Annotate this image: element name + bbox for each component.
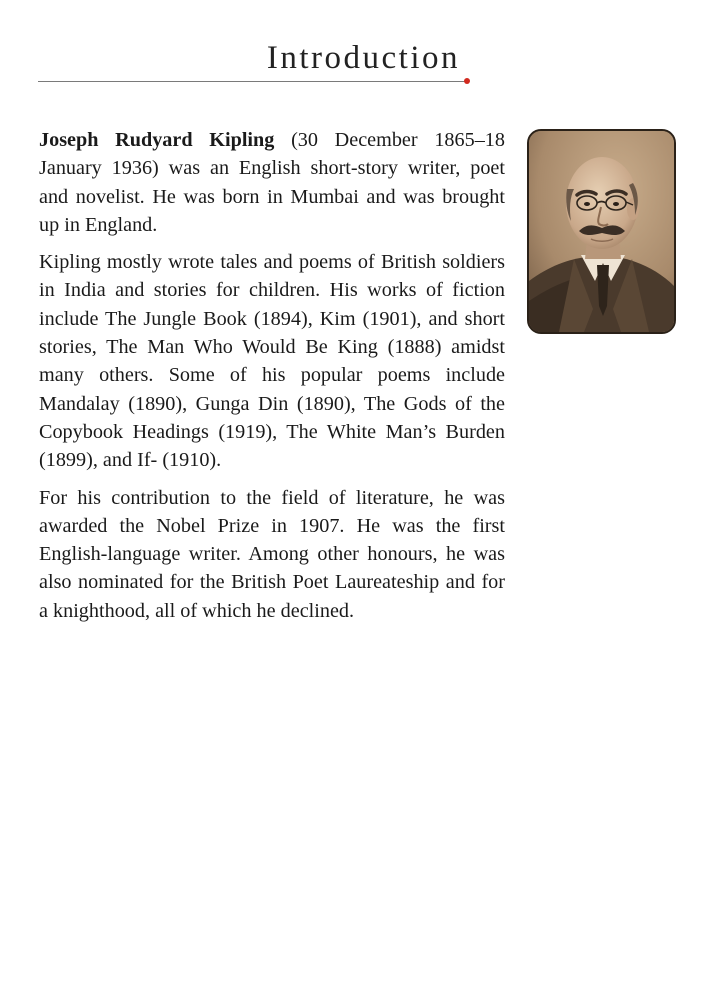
title-underline [38,81,466,82]
author-name: Joseph Rudyard Kipling [39,129,275,151]
portrait-photo-icon [529,131,674,332]
underline-accent-dot [464,78,470,84]
intro-paragraph-2: Kipling mostly wrote tales and poems of British soldiers in India and stories for children. His works of fiction include The Jungle Book (1894), Kim (1901), and short stories, The Man Who Would Be King (1888) amidst many others. Some of his popular poems include Mandalay (1890), Gunga Din (1890), The Gods of the Copybook Headings (1919), The White Man’s Burden (1899), and If- (1910). [39,251,505,472]
intro-paragraph-1-text: (30 December 1865–18 January 1936) was an English short-story writer, poet and novelist. He was born in Mumbai and was brought up in England. [39,129,505,236]
intro-body [39,126,505,634]
author-portrait [527,129,676,334]
intro-paragraph-1 [39,126,505,239]
page-header [38,36,470,88]
intro-paragraph-3: For his contribution to the field of literature, he was awarded the Nobel Prize in 1907. He was the first English-language writer. Among other honours, he was also nominated for the British Poet Laureateship and for a knighthood, all of which he declined. [39,486,505,622]
page-title: Introduction [266,40,460,76]
